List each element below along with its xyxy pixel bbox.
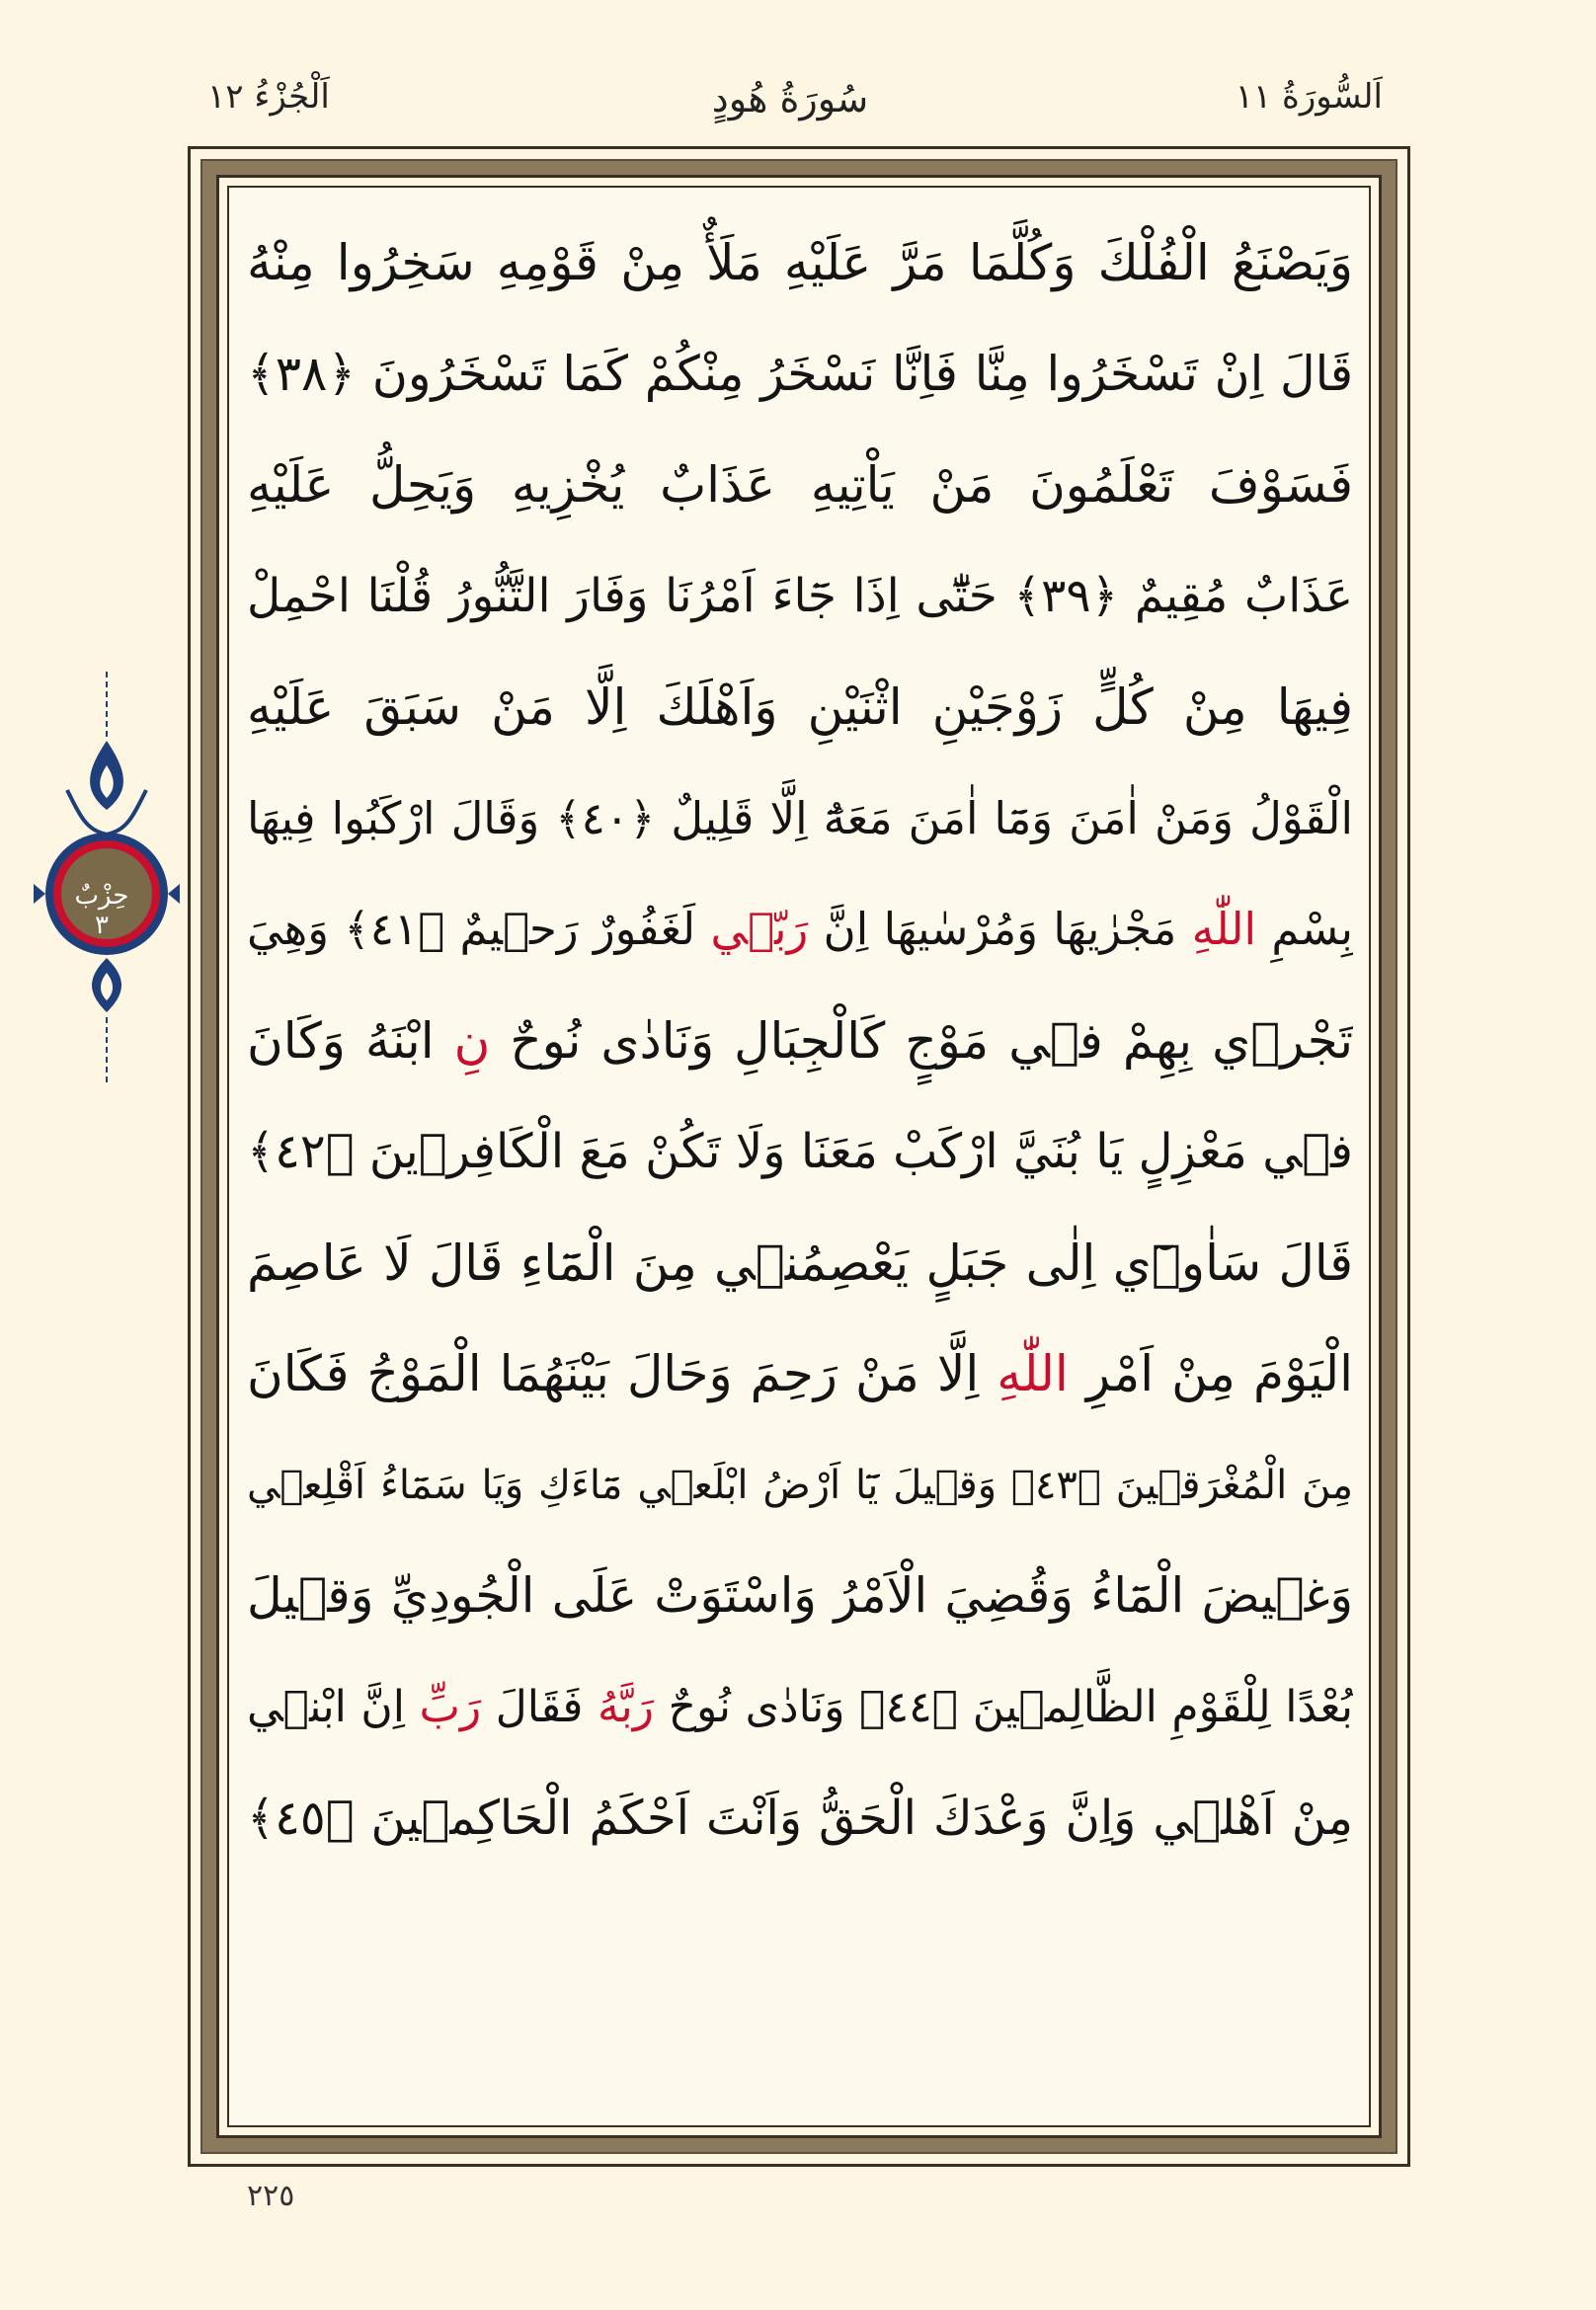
quran-text-block	[247, 207, 1353, 1874]
verse-text: اِلَّا مَنْ رَحِمَ وَحَالَ بَيْنَهُمَا الْمَوْجُ فَكَانَ	[247, 1345, 998, 1402]
verse-text: مَجْرٰيهَا وَمُرْسٰيهَا اِنَّ	[808, 903, 1192, 955]
verse-text: بِسْمِ	[1256, 903, 1353, 955]
divine-name-highlight: اللّٰهِ	[1191, 903, 1256, 955]
verse-text: مِنَ الْمُغْرَق۪ينَ ﴿٤٣﴾ وَق۪يلَ يَٓا اَرْضُ ابْلَع۪ي مَٓاءَكِ وَيَا سَمَٓاءُ اَقْلِع۪ي	[247, 1462, 1353, 1508]
page-header	[188, 77, 1393, 126]
verse-text: لَغَفُورٌ رَح۪يمٌ ﴿٤١﴾ وَهِيَ	[247, 903, 711, 955]
verse-text: الْيَوْمَ مِنْ اَمْرِ	[1068, 1345, 1353, 1402]
hizb-text	[57, 881, 146, 940]
verse-text: بُعْدًا لِلْقَوْمِ الظَّالِم۪ينَ ﴿٤٤﴾ وَنَادٰى نُوحٌ	[654, 1681, 1353, 1732]
text-line	[247, 319, 1353, 431]
hizb-ornament-icon	[28, 672, 186, 1086]
divine-name-highlight: اللّٰهِ	[997, 1345, 1069, 1402]
hizb-number: ٣	[95, 911, 109, 940]
text-line	[247, 1763, 1353, 1874]
verse-text: فَسَوْفَ تَعْلَمُونَ مَنْ يَاْتِيهِ عَذَابٌ يُخْزِيهِ وَيَحِلُّ عَلَيْهِ	[247, 456, 1353, 514]
text-line	[247, 986, 1353, 1097]
text-line	[247, 430, 1353, 541]
verse-text: ف۪ي مَعْزِلٍ يَا بُنَيَّ ارْكَبْ مَعَنَا وَلَا تَكُنْ مَعَ الْكَافِر۪ينَ ﴿٤٢﴾	[247, 1124, 1353, 1179]
verse-text: مِنْ اَهْل۪ي وَاِنَّ وَعْدَكَ الْحَقُّ وَاَنْتَ اَحْكَمُ الْحَاكِم۪ينَ ﴿٤٥﴾	[247, 1791, 1353, 1846]
verse-text: عَذَابٌ مُقِيمٌ ﴿٣٩﴾ حَتّٰٓى اِذَا جَٓاءَ اَمْرُنَا وَفَارَ التَّنُّورُ قُلْنَا احْمِلْ	[247, 568, 1353, 623]
verse-text: الْقَوْلُ وَمَنْ اٰمَنَ وَمَٓا اٰمَنَ مَعَهُٓ اِلَّا قَلِيلٌ ﴿٤٠﴾ وَقَالَ ارْكَبُوا فِيهَا	[247, 791, 1353, 844]
verse-text: وَغ۪يضَ الْمَٓاءُ وَقُضِيَ الْاَمْرُ وَاسْتَوَتْ عَلَى الْجُودِيِّ وَق۪يلَ	[247, 1567, 1353, 1624]
surah-name-title: سُورَةُ هُودٍ	[711, 77, 869, 120]
text-line	[247, 1541, 1353, 1652]
verse-text: فَقَالَ	[481, 1681, 598, 1732]
verse-text: تَجْر۪ي بِهِمْ ف۪ي مَوْجٍ كَالْجِبَالِ وَنَادٰى نُوحٌ	[490, 1011, 1353, 1070]
text-line	[247, 763, 1353, 875]
divine-name-highlight: رَبَّهُ	[597, 1681, 655, 1732]
text-line	[247, 874, 1353, 986]
text-line	[247, 1430, 1353, 1542]
text-line	[247, 541, 1353, 653]
divine-name-highlight: رَبّ۪ي	[710, 903, 809, 955]
verse-text: اِنَّ ابْن۪ي	[247, 1681, 420, 1732]
verse-text: قَالَ سَاٰو۪ٓي اِلٰى جَبَلٍ يَعْصِمُن۪ي مِنَ الْمَٓاءِ قَالَ لَا عَاصِمَ	[247, 1234, 1353, 1292]
verse-text: قَالَ اِنْ تَسْخَرُوا مِنَّا فَاِنَّا نَسْخَرُ مِنْكُمْ كَمَا تَسْخَرُونَ ﴿٣٨﴾	[247, 345, 1353, 402]
surah-number-label: اَلسُّورَةُ ١١	[1235, 77, 1383, 117]
text-line	[247, 1208, 1353, 1319]
hizb-label: حِزْبٌ	[74, 881, 129, 911]
divine-name-highlight: نِ	[453, 1011, 491, 1070]
verse-text: ابْنَهُ وَكَانَ	[247, 1011, 454, 1070]
text-line	[247, 652, 1353, 763]
juz-label: اَلْجُزْءُ ١٢	[207, 77, 330, 117]
hizb-marker	[28, 672, 186, 1086]
text-line	[247, 1096, 1353, 1208]
verse-text: فِيهَا مِنْ كُلٍّ زَوْجَيْنِ اثْنَيْنِ وَاَهْلَكَ اِلَّا مَنْ سَبَقَ عَلَيْهِ	[247, 678, 1353, 736]
text-line	[247, 1652, 1353, 1764]
text-line	[247, 207, 1353, 319]
divine-name-highlight: رَبِّ	[419, 1681, 482, 1732]
text-line	[247, 1318, 1353, 1430]
page-number: ٢٢٥	[247, 2179, 295, 2213]
verse-text: وَيَصْنَعُ الْفُلْكَ وَكُلَّمَا مَرَّ عَلَيْهِ مَلَأٌ مِنْ قَوْمِهِ سَخِرُوا مِنْهُ	[247, 234, 1353, 291]
